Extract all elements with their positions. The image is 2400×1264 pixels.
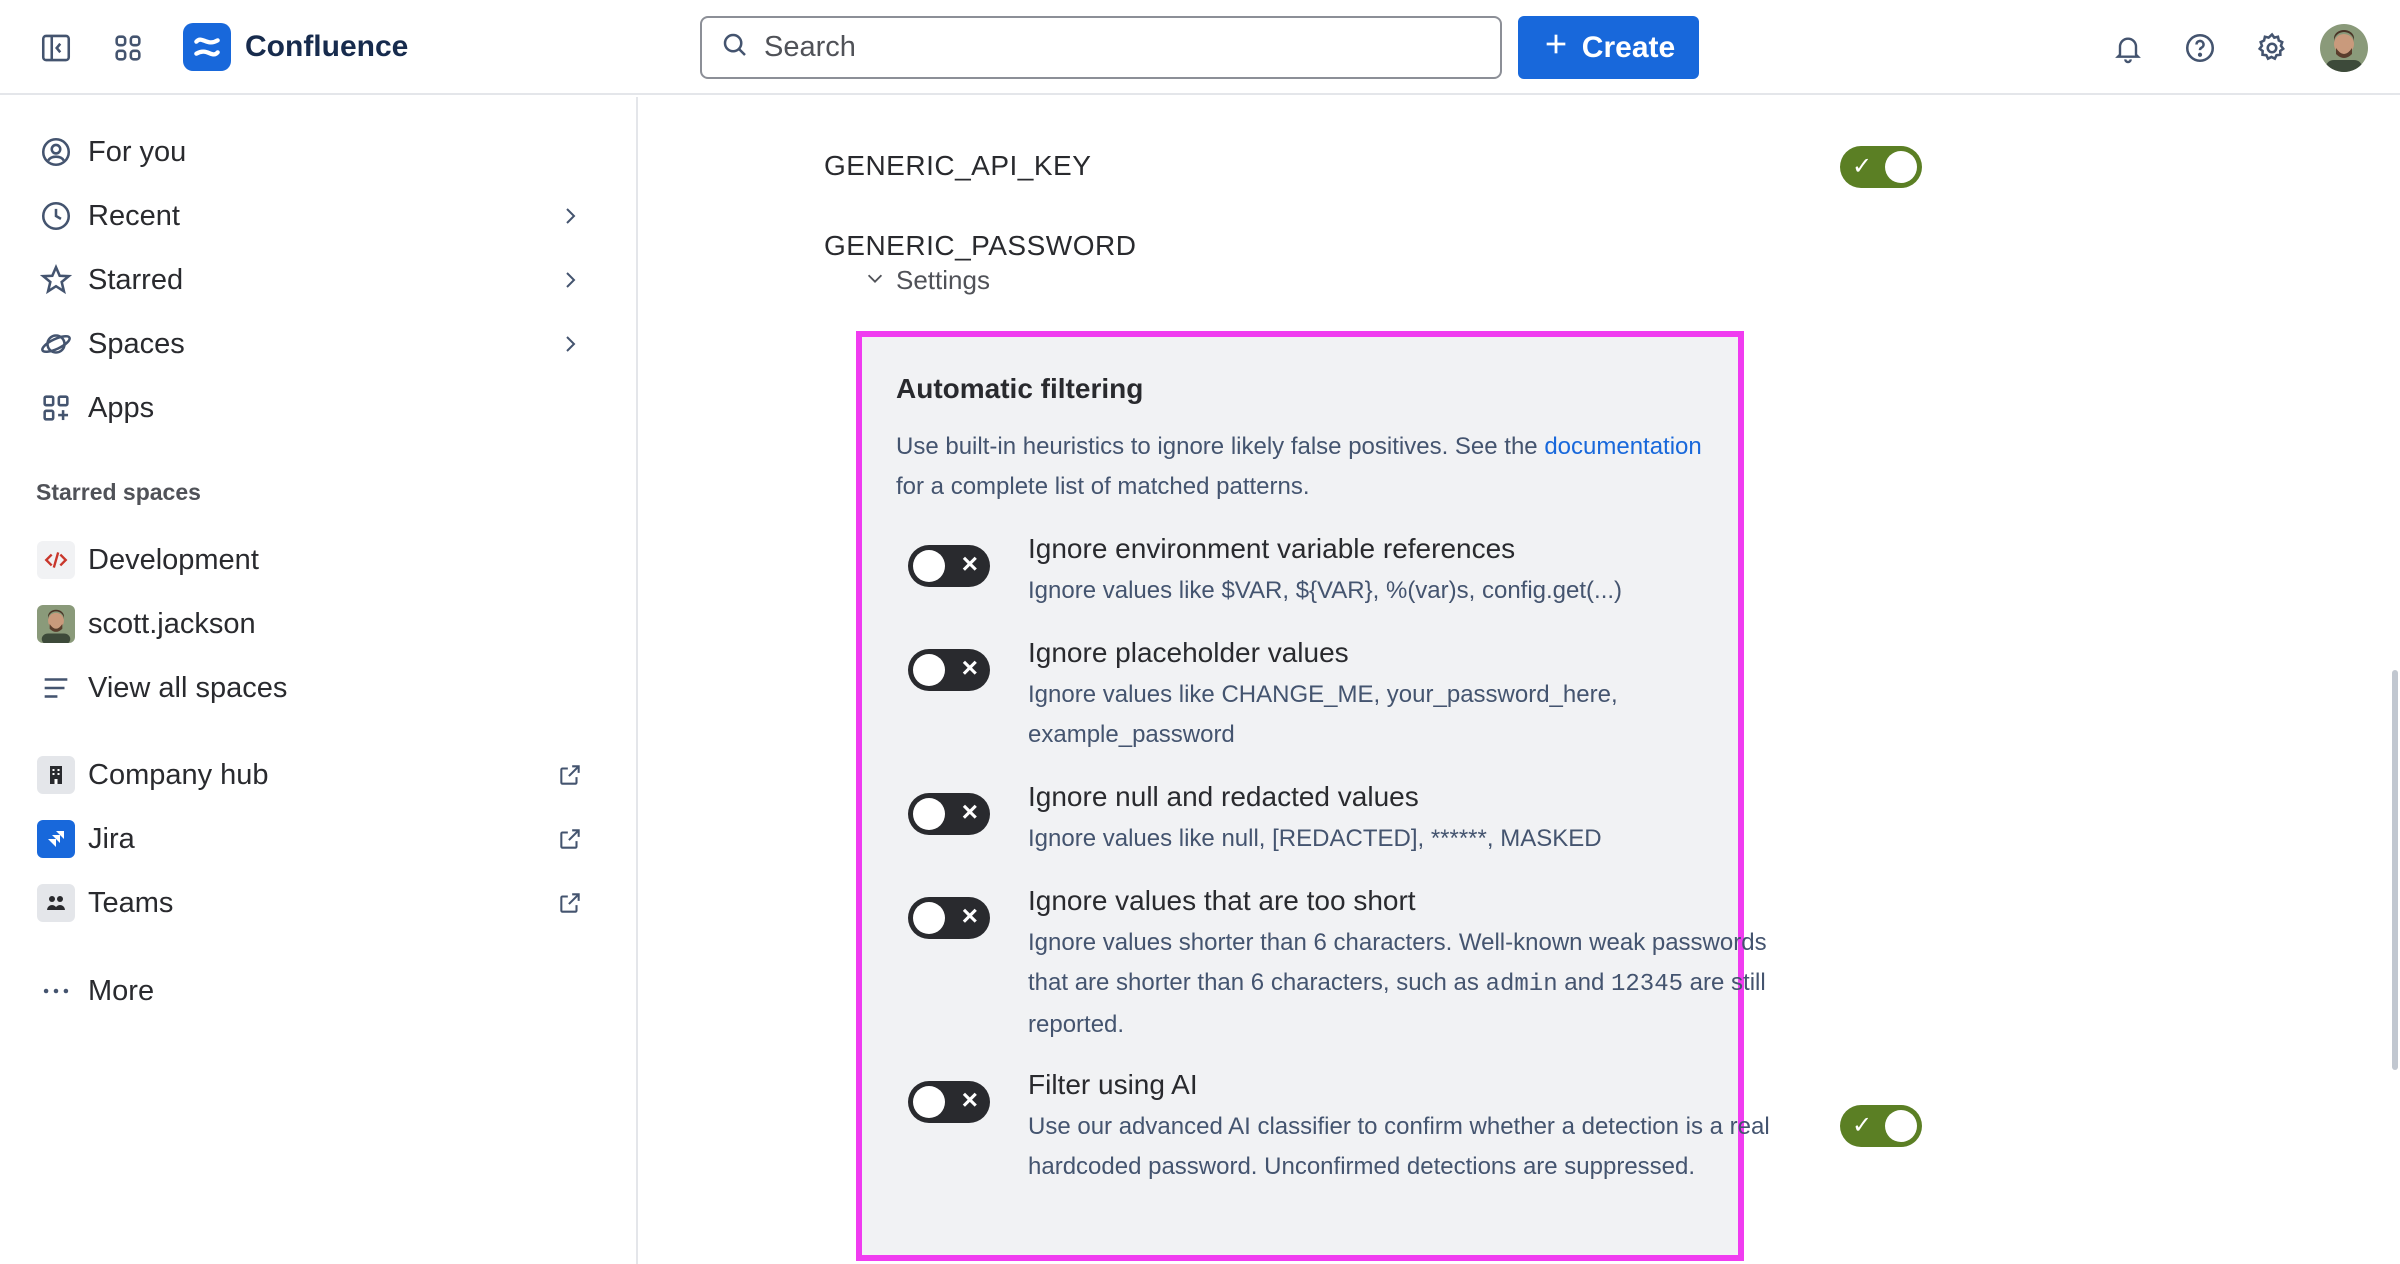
- sidebar-item-label: For you: [88, 135, 187, 168]
- app-switcher-icon[interactable]: [106, 26, 150, 70]
- space-icon-wrapper: [24, 747, 88, 803]
- filter-using-ai-toggle[interactable]: [908, 1081, 990, 1123]
- toggle-knob: [1885, 151, 1917, 183]
- option-description: [1028, 923, 1768, 1045]
- option-title: Ignore values that are too short: [1028, 885, 1416, 916]
- check-icon: ✓: [1852, 1112, 1873, 1139]
- top-navigation-bar: [0, 0, 2400, 95]
- starred-spaces-heading: Starred spaces: [36, 479, 201, 505]
- option-description: Use our advanced AI classifier to confirm whether a detection is a real hardcoded password. Unconfirmed detections are suppressed.: [1028, 1113, 1770, 1180]
- user-avatar[interactable]: [2320, 24, 2368, 72]
- sidebar-item-for-you[interactable]: [24, 124, 614, 180]
- null-redacted-toggle[interactable]: [908, 793, 990, 835]
- sidebar-space-scott-jackson[interactable]: [24, 596, 614, 652]
- close-icon: ×: [961, 548, 978, 579]
- sidebar-space-development[interactable]: [24, 532, 614, 588]
- generic-api-key-toggle[interactable]: [1840, 146, 1922, 188]
- sidebar-item-label: Jira: [88, 822, 135, 855]
- sidebar-item-label: View all spaces: [88, 671, 288, 704]
- confluence-home-link[interactable]: [183, 23, 408, 71]
- sidebar-link-jira[interactable]: [24, 811, 614, 867]
- option-title: Ignore placeholder values: [1028, 637, 1349, 668]
- apps-icon: [24, 380, 88, 436]
- sidebar-item-starred[interactable]: [24, 252, 614, 308]
- code-snippet: 12345: [1610, 971, 1683, 998]
- main-content: [640, 97, 2400, 1264]
- option-description-text: Ignore values shorter than 6 characters. Well-known weak passwords that are shorter than 6 characters, such as: [1028, 929, 1767, 996]
- sidebar-item-label: Recent: [88, 199, 180, 232]
- sidebar: [0, 97, 638, 1264]
- sidebar-link-company-hub[interactable]: [24, 747, 614, 803]
- option-description-text: and: [1557, 969, 1611, 996]
- panel-description-text: Use built-in heuristics to ignore likely false positives. See the: [896, 433, 1545, 460]
- toggle-knob: [913, 1086, 945, 1118]
- space-icon-wrapper: [24, 875, 88, 931]
- rule-name-generic-password: GENERIC_PASSWORD: [824, 230, 1137, 261]
- option-title: Filter using AI: [1028, 1069, 1198, 1100]
- planet-icon: [24, 316, 88, 372]
- sidebar-item-recent[interactable]: [24, 188, 614, 244]
- close-icon: ×: [961, 900, 978, 931]
- sidebar-item-more[interactable]: [24, 963, 614, 1019]
- code-icon: [37, 541, 75, 579]
- rule-name-generic-api-key: GENERIC_API_KEY: [824, 150, 1092, 181]
- check-icon: ✓: [1852, 153, 1873, 180]
- generic-password-toggle[interactable]: [1840, 1105, 1922, 1147]
- chevron-right-icon[interactable]: [554, 200, 586, 232]
- toggle-knob: [913, 902, 945, 934]
- user-circle-icon: [24, 124, 88, 180]
- sidebar-item-label: Apps: [88, 391, 155, 424]
- notifications-bell-icon[interactable]: [2106, 26, 2150, 70]
- external-link-icon[interactable]: [554, 887, 586, 919]
- sidebar-item-label: Development: [88, 543, 259, 576]
- building-icon: [37, 756, 75, 794]
- chevron-right-icon[interactable]: [554, 328, 586, 360]
- star-icon: [24, 252, 88, 308]
- too-short-toggle[interactable]: [908, 897, 990, 939]
- external-link-icon[interactable]: [554, 759, 586, 791]
- close-icon: ×: [961, 1084, 978, 1115]
- chevron-down-icon: [864, 265, 886, 296]
- create-button[interactable]: [1518, 16, 1699, 79]
- close-icon: ×: [961, 796, 978, 827]
- sidebar-item-apps[interactable]: [24, 380, 614, 436]
- placeholder-values-toggle[interactable]: [908, 649, 990, 691]
- close-icon: ×: [961, 652, 978, 683]
- help-icon[interactable]: [2178, 26, 2222, 70]
- settings-label: Settings: [896, 265, 990, 295]
- sidebar-view-all-spaces[interactable]: [24, 660, 614, 716]
- env-var-references-toggle[interactable]: [908, 545, 990, 587]
- more-dots-icon: [24, 963, 88, 1019]
- panel-description: [896, 427, 1726, 507]
- space-icon-wrapper: [24, 811, 88, 867]
- search-box[interactable]: [700, 16, 1502, 79]
- option-title: Ignore null and redacted values: [1028, 781, 1419, 812]
- external-link-icon[interactable]: [554, 823, 586, 855]
- sidebar-item-label: scott.jackson: [88, 607, 256, 640]
- vertical-scrollbar[interactable]: [2392, 670, 2398, 1070]
- settings-expander[interactable]: [864, 265, 990, 296]
- sidebar-item-label: Teams: [88, 886, 174, 919]
- sidebar-item-label: Starred: [88, 263, 184, 296]
- people-icon: [37, 884, 75, 922]
- panel-title: Automatic filtering: [896, 373, 1144, 404]
- option-description-text: are still reported.: [1028, 969, 1766, 1038]
- list-icon: [24, 660, 88, 716]
- automatic-filtering-panel: [856, 331, 1770, 1261]
- sidebar-link-teams[interactable]: [24, 875, 614, 931]
- sidebar-item-label: Company hub: [88, 758, 269, 791]
- avatar: [37, 605, 75, 643]
- clock-icon: [24, 188, 88, 244]
- documentation-link[interactable]: documentation: [1544, 433, 1702, 460]
- search-input[interactable]: [764, 31, 1464, 64]
- sidebar-item-label: More: [88, 974, 155, 1007]
- search-icon: [720, 30, 750, 65]
- option-description: Ignore values like null, [REDACTED], ******, MASKED: [1028, 825, 1602, 852]
- settings-gear-icon[interactable]: [2250, 26, 2294, 70]
- sidebar-item-label: Spaces: [88, 327, 185, 360]
- space-icon-wrapper: [24, 596, 88, 652]
- create-button-label: Create: [1581, 30, 1676, 64]
- code-snippet: admin: [1485, 971, 1558, 998]
- app-name: Confluence: [245, 30, 409, 63]
- jira-logo-icon: [37, 820, 75, 858]
- toggle-knob: [913, 798, 945, 830]
- toggle-knob: [913, 550, 945, 582]
- space-icon-wrapper: [24, 532, 88, 588]
- option-description: Ignore values like $VAR, ${VAR}, %(var)s, config.get(...): [1028, 577, 1623, 604]
- toggle-knob: [1885, 1110, 1917, 1142]
- option-title: Ignore environment variable references: [1028, 533, 1516, 564]
- sidebar-item-spaces[interactable]: [24, 316, 614, 372]
- panel-description-text: for a complete list of matched patterns.: [896, 473, 1310, 500]
- option-description: Ignore values like CHANGE_ME, your_password_here, example_password: [1028, 681, 1618, 748]
- toggle-knob: [913, 654, 945, 686]
- plus-icon: [1542, 30, 1570, 66]
- chevron-right-icon[interactable]: [554, 264, 586, 296]
- sidebar-toggle-icon[interactable]: [34, 26, 78, 70]
- confluence-logo-icon: [183, 23, 231, 71]
